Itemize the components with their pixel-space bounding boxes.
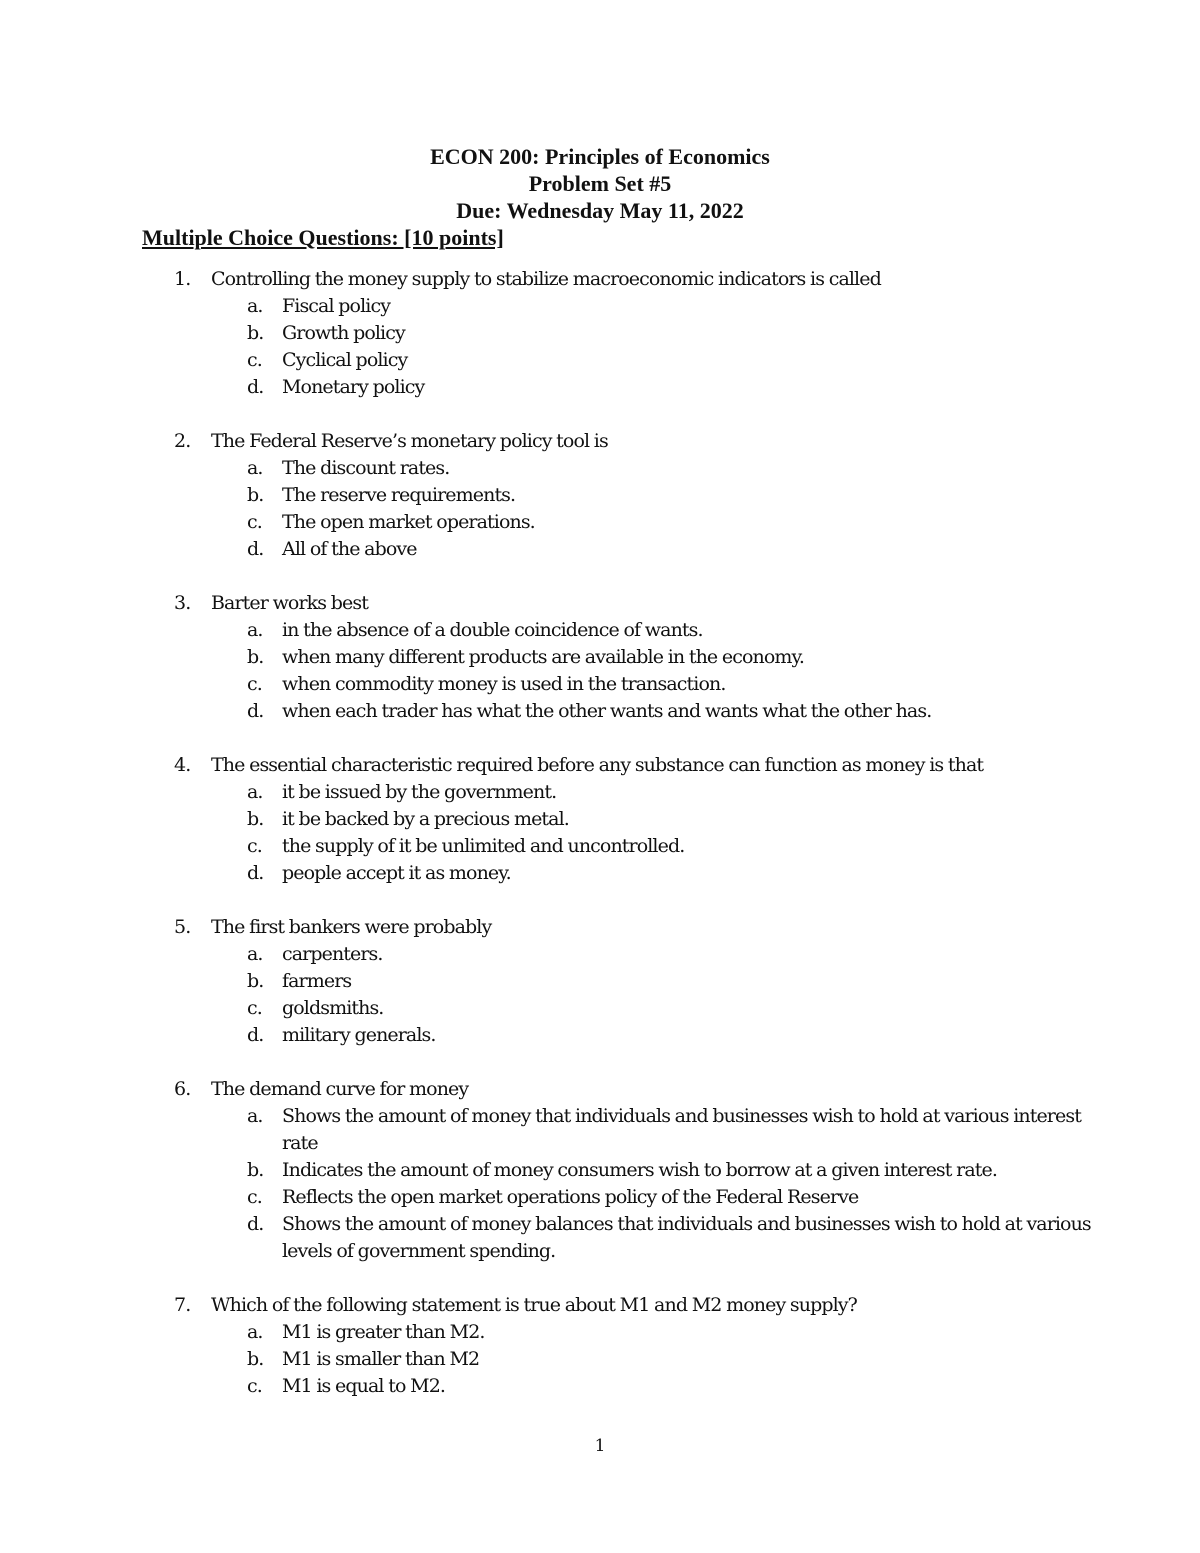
answer-option (247, 1022, 1094, 1049)
option-text: All of the above (282, 538, 417, 560)
option-text: M1 is smaller than M2 (282, 1348, 480, 1370)
option-text: when many different products are available in the economy. (282, 646, 804, 668)
answer-option (247, 1319, 1094, 1346)
answer-option (247, 617, 1094, 644)
option-text: people accept it as money. (282, 862, 511, 884)
question-stem (174, 590, 1094, 617)
option-letter: d. (247, 538, 264, 560)
option-letter: a. (247, 619, 263, 641)
answer-option (247, 1103, 1094, 1157)
option-letter: c. (247, 997, 262, 1019)
answer-option (247, 1211, 1094, 1265)
question-text: Which of the following statement is true about M1 and M2 money supply? (211, 1294, 857, 1316)
option-text: Growth policy (282, 322, 405, 344)
question-1 (174, 266, 1094, 401)
question-number: 7. (174, 1294, 191, 1316)
option-text: goldsmiths. (282, 997, 384, 1019)
option-text: Cyclical policy (282, 349, 408, 371)
question-text: Controlling the money supply to stabilize macroeconomic indicators is called (211, 268, 881, 290)
option-text: Monetary policy (282, 376, 425, 398)
option-letter: b. (247, 646, 264, 668)
option-text: Indicates the amount of money consumers wish to borrow at a given interest rate. (282, 1159, 997, 1181)
option-letter: d. (247, 862, 264, 884)
option-letter: a. (247, 1321, 263, 1343)
problem-set-title: Problem Set #5 (528, 171, 672, 196)
answer-option (247, 1346, 1094, 1373)
option-letter: a. (247, 943, 263, 965)
question-stem (174, 428, 1094, 455)
answer-option (247, 320, 1094, 347)
question-5 (174, 914, 1094, 1049)
answer-option (247, 644, 1094, 671)
course-title: ECON 200: Principles of Economics (430, 144, 770, 169)
question-number: 3. (174, 592, 191, 614)
answer-option (247, 1373, 1094, 1400)
answer-option (247, 1184, 1094, 1211)
answer-option (247, 374, 1094, 401)
option-letter: a. (247, 457, 263, 479)
option-text: when each trader has what the other wants and wants what the other has. (282, 700, 932, 722)
option-letter: c. (247, 673, 262, 695)
question-7 (174, 1292, 1094, 1400)
page-number: 1 (594, 1436, 606, 1456)
question-number: 2. (174, 430, 191, 452)
option-text: The discount rates. (282, 457, 450, 479)
option-letter: b. (247, 808, 264, 830)
option-text: The reserve requirements. (282, 484, 516, 506)
question-number: 4. (174, 754, 191, 776)
question-number: 1. (174, 268, 191, 290)
question-text: The demand curve for money (211, 1078, 469, 1100)
question-text: Barter works best (211, 592, 368, 614)
option-letter: a. (247, 781, 263, 803)
option-text: farmers (282, 970, 352, 992)
option-text: military generals. (282, 1024, 436, 1046)
answer-option (247, 779, 1094, 806)
option-text: Shows the amount of money that individuals and businesses wish to hold at various interest rate (282, 1105, 1081, 1154)
option-letter: c. (247, 1375, 262, 1397)
option-text: when commodity money is used in the transaction. (282, 673, 726, 695)
answer-options (174, 1103, 1094, 1265)
option-text: M1 is equal to M2. (282, 1375, 446, 1397)
answer-option (247, 671, 1094, 698)
answer-option (247, 860, 1094, 887)
question-text: The essential characteristic required before any substance can function as money is that (211, 754, 984, 776)
option-letter: c. (247, 511, 262, 533)
question-stem (174, 1292, 1094, 1319)
option-letter: b. (247, 1348, 264, 1370)
option-letter: d. (247, 376, 264, 398)
question-stem (174, 914, 1094, 941)
question-text: The Federal Reserve’s monetary policy tool is (211, 430, 608, 452)
option-text: it be issued by the government. (282, 781, 557, 803)
question-number: 6. (174, 1078, 191, 1100)
answer-option (247, 995, 1094, 1022)
due-date: Due: Wednesday May 11, 2022 (456, 198, 744, 223)
question-4 (174, 752, 1094, 887)
answer-options (174, 293, 1094, 401)
option-letter: d. (247, 700, 264, 722)
question-text: The first bankers were probably (211, 916, 492, 938)
option-letter: b. (247, 322, 264, 344)
option-text: The open market operations. (282, 511, 535, 533)
option-letter: b. (247, 1159, 264, 1181)
option-letter: d. (247, 1213, 264, 1235)
answer-option (247, 806, 1094, 833)
question-6 (174, 1076, 1094, 1265)
question-stem (174, 752, 1094, 779)
option-text: Fiscal policy (282, 295, 391, 317)
section-heading: Multiple Choice Questions: [10 points] (142, 225, 504, 250)
option-text: carpenters. (282, 943, 383, 965)
option-text: it be backed by a precious metal. (282, 808, 569, 830)
answer-option (247, 293, 1094, 320)
option-text: M1 is greater than M2. (282, 1321, 485, 1343)
answer-option (247, 941, 1094, 968)
answer-option (247, 1157, 1094, 1184)
option-letter: b. (247, 484, 264, 506)
option-letter: c. (247, 1186, 262, 1208)
answer-options (174, 455, 1094, 563)
answer-option (247, 482, 1094, 509)
answer-option (247, 833, 1094, 860)
answer-option (247, 536, 1094, 563)
question-stem (174, 1076, 1094, 1103)
option-text: the supply of it be unlimited and uncontrolled. (282, 835, 685, 857)
question-number: 5. (174, 916, 191, 938)
answer-option (247, 509, 1094, 536)
option-letter: c. (247, 349, 262, 371)
answer-option (247, 968, 1094, 995)
option-text: Shows the amount of money balances that individuals and businesses wish to hold at various levels of government spending. (282, 1213, 1091, 1262)
option-letter: b. (247, 970, 264, 992)
answer-option (247, 698, 1094, 725)
question-list (174, 266, 1094, 1427)
option-letter: a. (247, 295, 263, 317)
answer-option (247, 455, 1094, 482)
question-stem (174, 266, 1094, 293)
option-letter: c. (247, 835, 262, 857)
option-letter: d. (247, 1024, 264, 1046)
answer-options (174, 617, 1094, 725)
option-letter: a. (247, 1105, 263, 1127)
option-text: Reflects the open market operations policy of the Federal Reserve (282, 1186, 859, 1208)
option-text: in the absence of a double coincidence of wants. (282, 619, 703, 641)
answer-option (247, 347, 1094, 374)
answer-options (174, 941, 1094, 1049)
question-3 (174, 590, 1094, 725)
question-2 (174, 428, 1094, 563)
answer-options (174, 779, 1094, 887)
answer-options (174, 1319, 1094, 1400)
document-header (0, 143, 1200, 224)
